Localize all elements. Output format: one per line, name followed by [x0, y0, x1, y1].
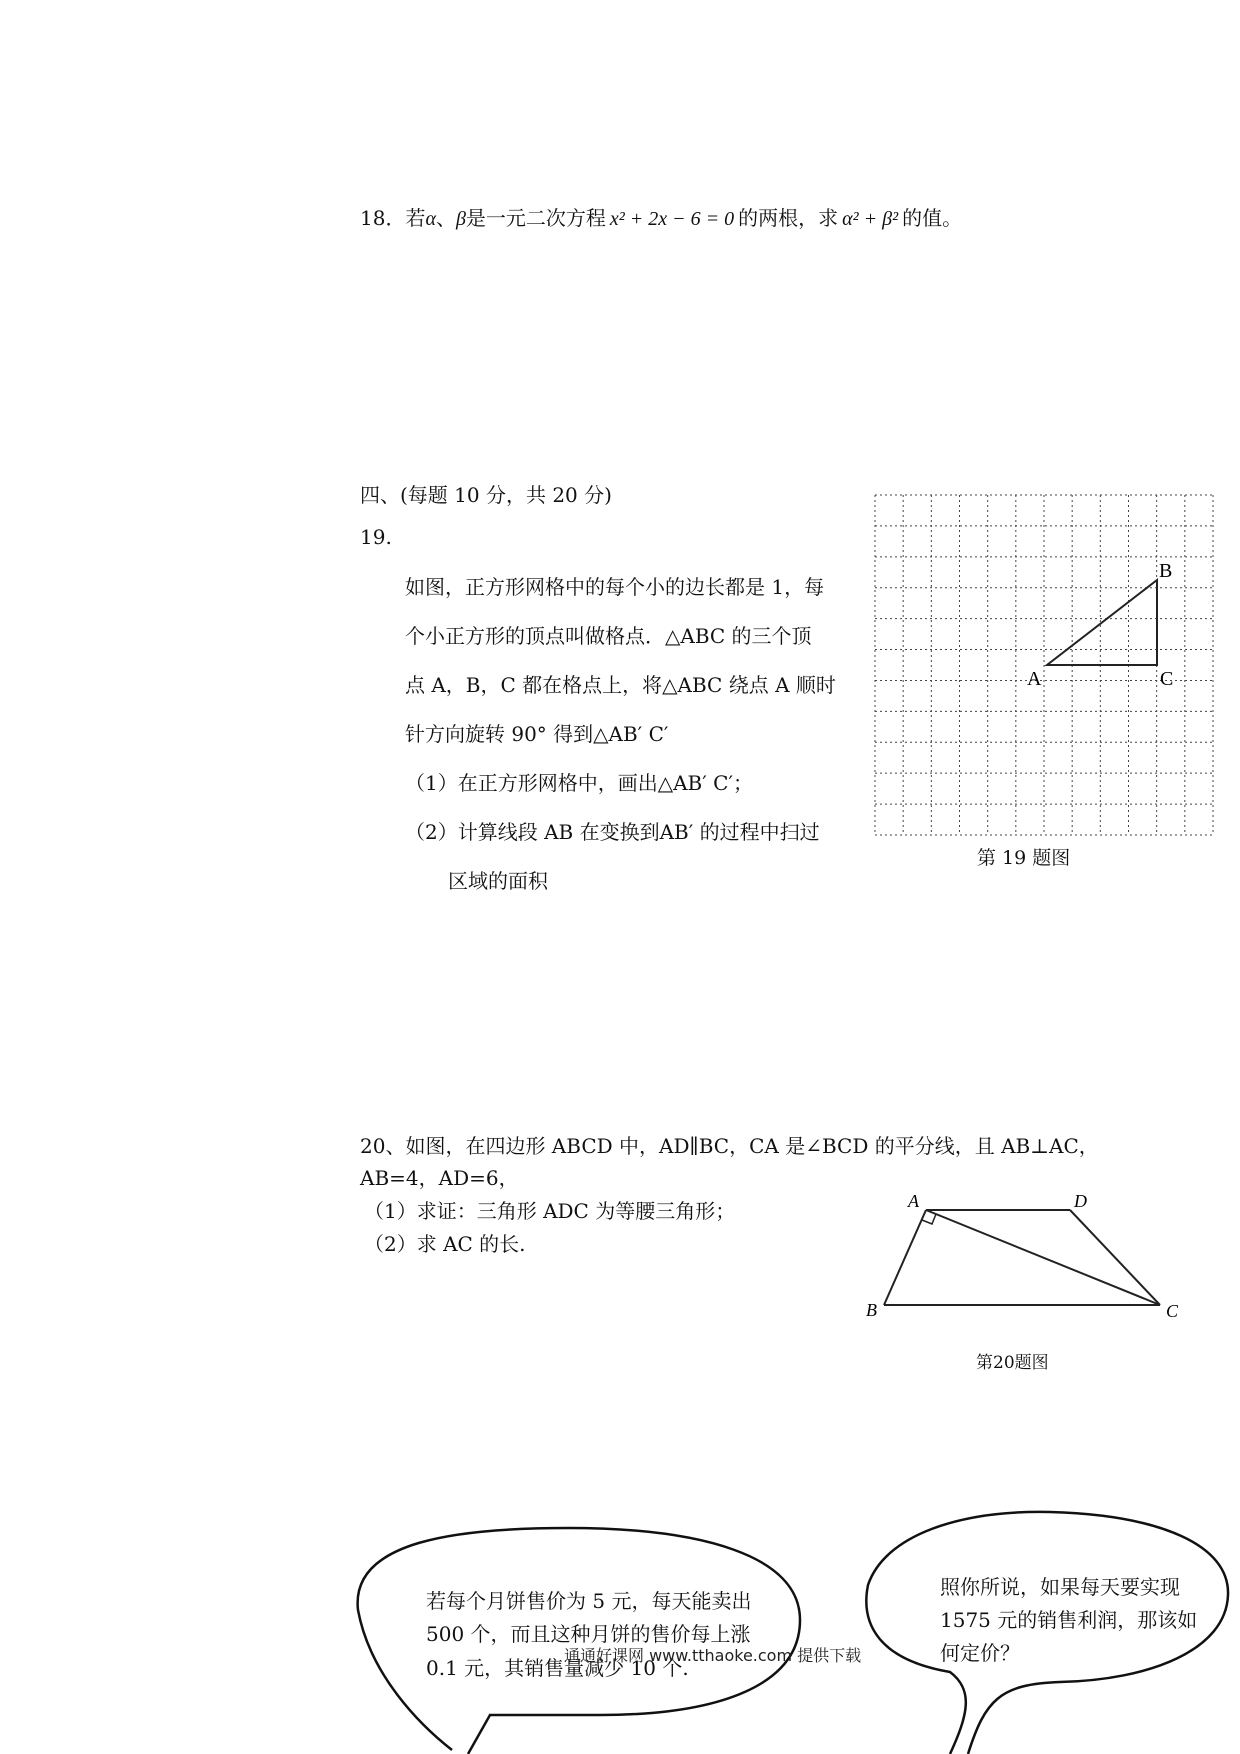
- q18-sep: 、: [435, 206, 456, 230]
- right-bubble-line-1: 照你所说，如果每天要实现: [940, 1575, 1180, 1599]
- q20-line-1: 20、如图，在四边形 ABCD 中，AD∥BC，CA 是∠BCD 的平分线，且 AB⊥AC，: [360, 1134, 1099, 1158]
- q18-beta: β: [455, 208, 466, 230]
- label-point-a: A: [1027, 668, 1042, 690]
- right-speech-bubble: [866, 1512, 1228, 1754]
- q18-prefix: 18．若: [360, 206, 426, 230]
- q19-line-1: 如图，正方形网格中的每个小的边长都是 1，每: [405, 575, 825, 599]
- right-bubble-line-2: 1575 元的销售利润，那该如: [940, 1608, 1198, 1632]
- left-bubble-line-3: 0.1 元，其销售量减少 10 个.: [426, 1656, 689, 1680]
- square-grid: [875, 495, 1213, 835]
- q18-suffix: 的值。: [902, 206, 963, 230]
- q18-mid2: 的两根，求: [738, 206, 839, 230]
- q18-equation: x² + 2x − 6 = 0: [609, 208, 735, 230]
- watermark: 通通好课网 www.tthaoke.com 提供下载: [564, 1646, 862, 1665]
- q20-part-1: （1）求证：三角形 ADC 为等腰三角形；: [364, 1199, 736, 1223]
- section-4-heading: 四、(每题 10 分，共 20 分): [360, 483, 612, 507]
- q20-figure: [860, 1190, 1200, 1330]
- label-point-b: B: [866, 1300, 877, 1320]
- label-point-c: C: [1160, 668, 1174, 690]
- segment-ab: [884, 1210, 926, 1305]
- label-point-c: C: [1166, 1301, 1179, 1321]
- right-bubble-line-3: 何定价？: [940, 1641, 1020, 1665]
- q19-line-2: 个小正方形的顶点叫做格点．△ABC 的三个顶: [405, 624, 812, 648]
- q20-part-2: （2）求 AC 的长.: [364, 1232, 526, 1256]
- left-bubble-line-2: 500 个，而且这种月饼的售价每上涨: [426, 1622, 751, 1646]
- q19-line-7: 区域的面积: [448, 869, 548, 893]
- left-bubble-line-1: 若每个月饼售价为 5 元，每天能卖出: [426, 1589, 752, 1613]
- q19-part-2: （2）计算线段 AB 在变换到AB′ 的过程中扫过: [405, 820, 820, 844]
- q20-figure-caption: 第20题图: [976, 1353, 1049, 1373]
- q19-figure: [875, 495, 1225, 840]
- q20-line-2: AB=4，AD=6，: [360, 1166, 519, 1190]
- question-18: [360, 206, 962, 231]
- q19-number: 19.: [360, 525, 392, 549]
- q19-line-3: 点 A，B，C 都在格点上，将△ABC 绕点 A 顺时: [405, 673, 836, 697]
- q19-part-1: （1）在正方形网格中，画出△AB′ C′；: [405, 771, 753, 795]
- q19-line-4: 针方向旋转 90° 得到△AB′ C′: [405, 722, 669, 746]
- segment-ac: [926, 1210, 1160, 1305]
- q18-alpha: α: [425, 208, 436, 230]
- label-point-a: A: [908, 1191, 919, 1211]
- q19-figure-caption: 第 19 题图: [977, 847, 1071, 869]
- segment-dc: [1070, 1210, 1160, 1305]
- label-point-d: D: [1074, 1191, 1087, 1211]
- label-point-b: B: [1159, 560, 1173, 582]
- triangle-abc: [1047, 580, 1157, 665]
- q18-expression: α² + β²: [842, 208, 899, 230]
- q18-mid: 是一元二次方程: [465, 206, 606, 230]
